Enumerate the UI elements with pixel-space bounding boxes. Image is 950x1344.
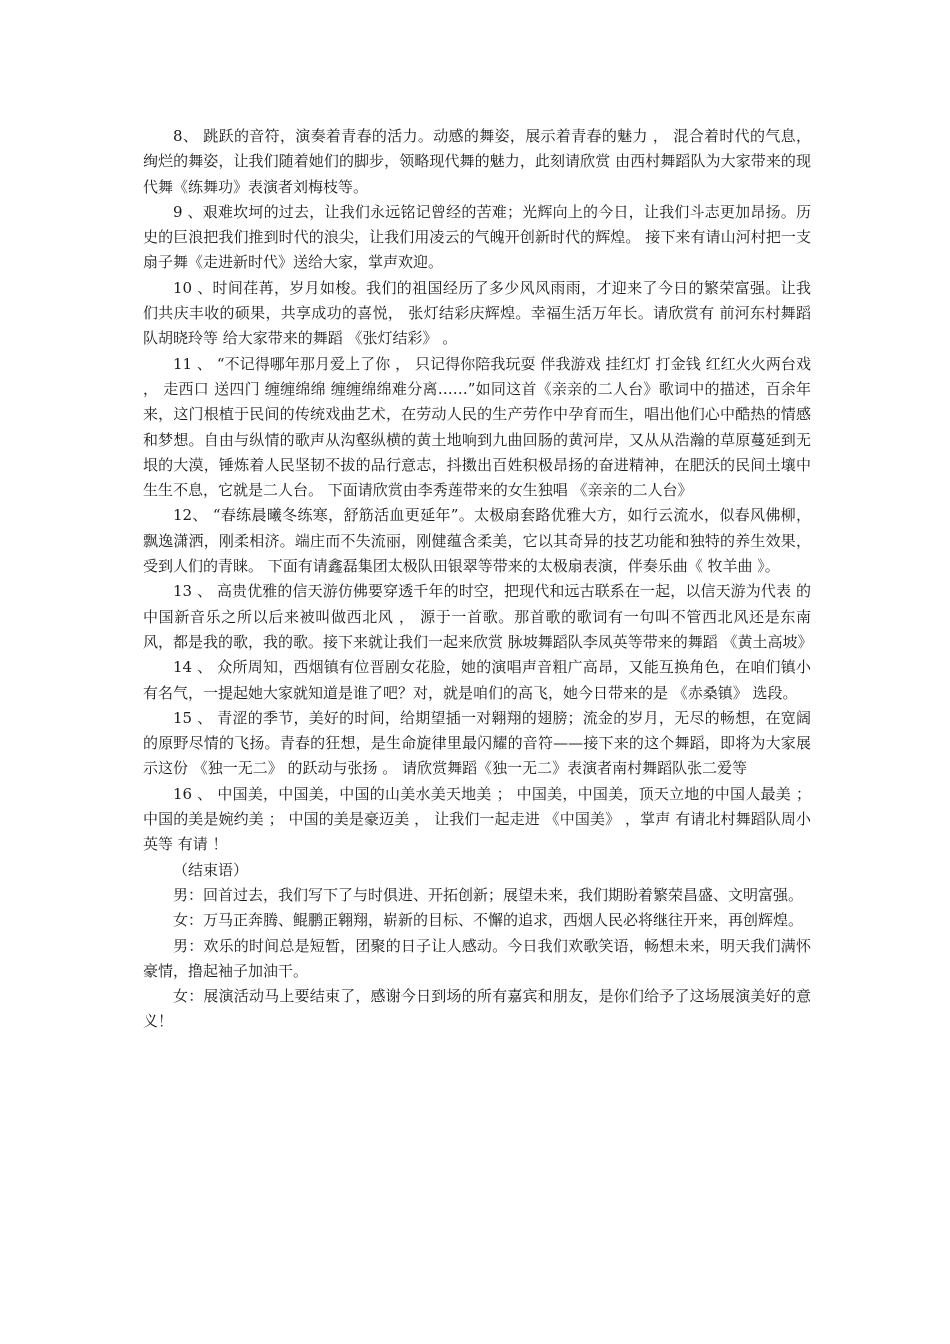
document-body xyxy=(143,124,811,1035)
paragraph-program-16: 16 、 中国美，中国美，中国的山美水美天地美 ； 中国美，中国美，顶天立地的中国人最美 ； 中国的美是婉约美 ； 中国的美是豪迈美 ， 让我们一起走进 《中国美》 ，掌声 有请北村舞蹈队周小英等 有请 ！ xyxy=(143,784,811,854)
closing-line-male-2: 男：欢乐的时间总是短暂，团聚的日子让人感动。今日我们欢歌笑语，畅想未来，明天我们满怀豪情，撸起袖子加油干。 xyxy=(143,936,811,980)
closing-line-female-2: 女：展演活动马上要结束了，感谢今日到场的所有嘉宾和朋友，是你们给予了这场展演美好的意义！ xyxy=(143,987,811,1031)
closing-line-female-1: 女：万马正奔腾、鲲鹏正翱翔，崭新的目标、不懈的追求，西烟人民必将继往开来，再创辉煌。 xyxy=(173,911,804,930)
closing-line-male-1: 男：回首过去，我们写下了与时俱进、开拓创新；展望未来，我们期盼着繁荣昌盛、文明富强。 xyxy=(173,885,804,904)
paragraph-program-13: 13 、 高贵优雅的信天游仿佛要穿透千年的时空，把现代和远古联系在一起，以信天游为代表 的 中国新音乐之所以后来被叫做西北风 ， 源于一首歌。那首歌的歌词有一句叫不管西北风还是东南风，都是我的歌，我的歌。接下来就让我们一起来欣赏 脉坡舞蹈队李凤英等带来的舞蹈 《黄土高坡》 xyxy=(143,582,813,651)
paragraph-program-12: 12、 “春练晨曦冬练寒，舒筋活血更延年”。太极扇套路优雅大方，如行云流水，似春风佛柳，飘逸潇洒，刚柔相济。端庄而不失流丽，刚健蕴含柔美，它以其奇异的技艺功能和独特的养生效果，受到人们的青睐。 下面有请鑫磊集团太极队田银翠等带来的太极扇表演，伴奏乐曲《 牧羊曲 》。 xyxy=(143,506,811,576)
paragraph-program-14: 14 、 众所周知，西烟镇有位晋剧女花脸，她的演唱声音粗广高昂，又能互换角色，在咱们镇小有名气，一提起她大家就知道是谁了吧？对，就是咱们的高飞，她今日带来的是 《赤桑镇》 选段。 xyxy=(143,658,811,702)
paragraph-program-15: 15 、 青涩的季节，美好的时间，给期望插一对翱翔的翅膀；流金的岁月，无尽的畅想，在宽阔的原野尽情的飞扬。青春的狂想，是生命旋律里最闪耀的音符——接下来的这个舞蹈，即将为大家展示这份 《独一无二》 的跃动与张扬 。 请欣赏舞蹈《独一无二》表演者南村舞蹈队张二爱等 xyxy=(143,708,811,778)
paragraph-program-9: 9 、艰难坎坷的过去，让我们永远铭记曾经的苦难；光辉向上的今日，让我们斗志更加昂扬。历史的巨浪把我们推到时代的浪尖，让我们用凌云的气魄开创新时代的辉煌。 接下来有请山河村把一支扇子舞《走进新时代》送给大家，掌声欢迎。 xyxy=(143,202,811,272)
paragraph-program-8: 8、 跳跃的音符，演奏着青春的活力。动感的舞姿，展示着青春的魅力 ， 混合着时代的气息，绚烂的舞姿，让我们随着她们的脚步，领略现代舞的魅力，此刻请欣赏 由西村舞蹈队为大家带来的现代舞《练舞功》表演者刘梅枝等。 xyxy=(143,127,811,196)
paragraph-program-10: 10 、时间荏苒，岁月如梭。我们的祖国经历了多少风风雨雨，才迎来了今日的繁荣富强。让我们共庆丰收的硕果，共享成功的喜悦， 张灯结彩庆辉煌。幸福生活万年长。请欣赏有 前河东村舞蹈队胡晓玲等 给大家带来的舞蹈 《张灯结彩》 。 xyxy=(143,278,811,348)
closing-heading: （结束语） xyxy=(173,860,249,879)
paragraph-program-11: 11 、 “不记得哪年那月爱上了你 ， 只记得你陪我玩耍 伴我游戏 挂红灯 打金钱 红红火火两台戏 ， 走西口 送四门 缠缠绵绵 缠缠绵绵难分离……”如同这首《亲亲的二人台》歌词中的描述，百余年来，这门根植于民间的传统戏曲艺术，在劳动人民的生产劳作中孕育而生，唱出他们心中酷热的情感和梦想。自由与纵情的歌声从沟壑纵横的黄土地响到九曲回肠的黄河岸，又从从浩瀚的草原蔓延到无垠的大漠，锤炼着人民坚韧不拔的品行意志，抖擞出百姓积极昂扬的奋进精神，在肥沃的民间土壤中生生不息，它就是二人台。 下面请欣赏由李秀莲带来的女生独唱 《亲亲的二人台》 xyxy=(143,354,811,500)
